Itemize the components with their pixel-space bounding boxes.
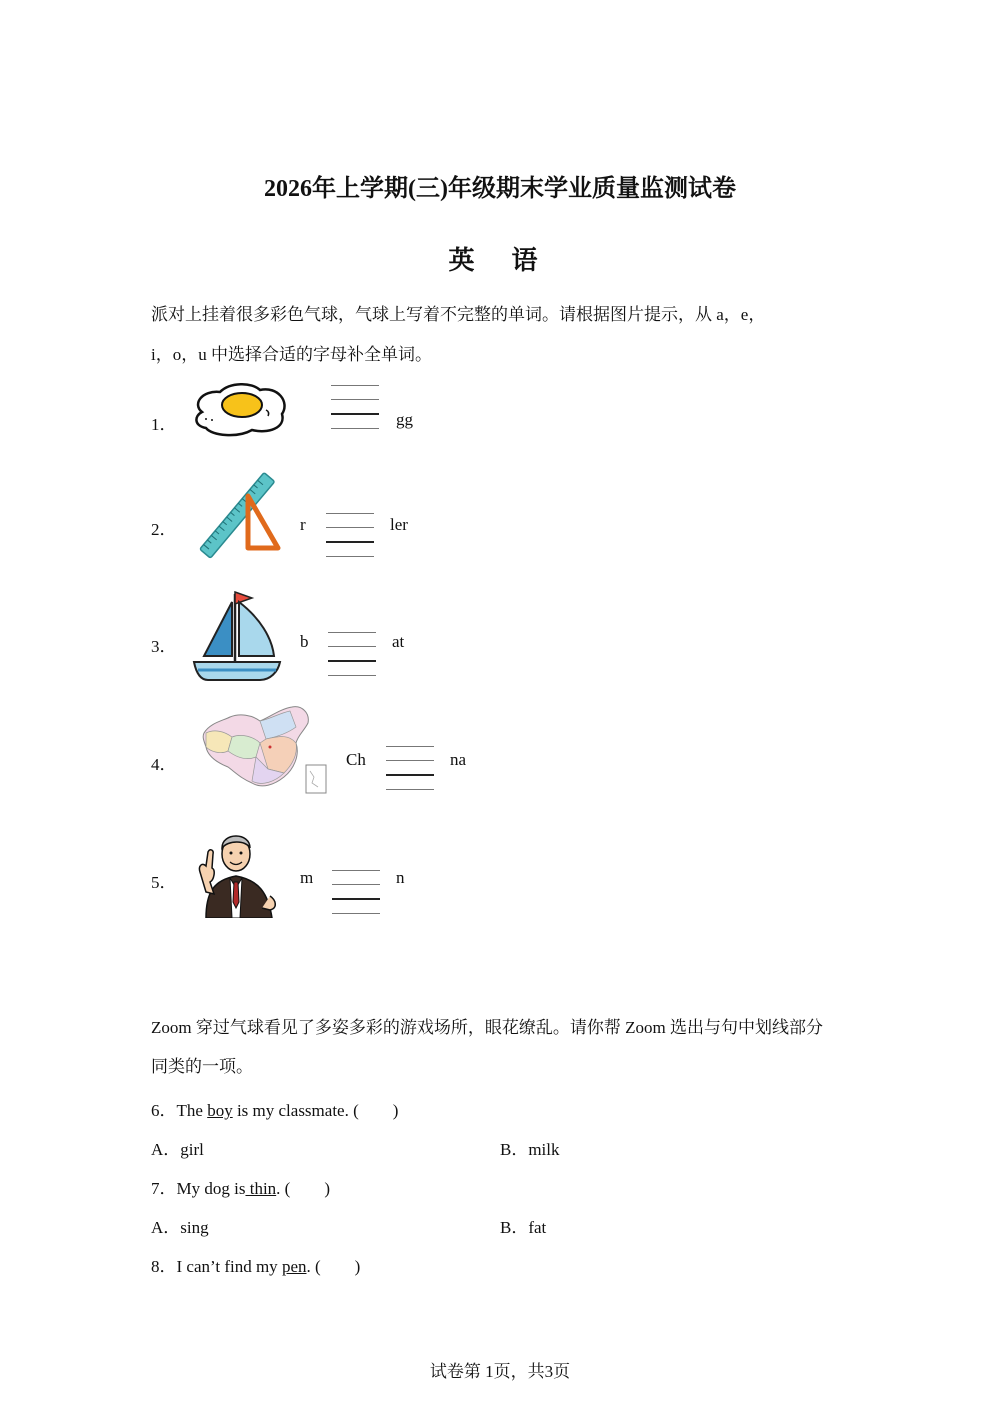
section1-instruction-line1: 派对上挂着很多彩色气球，气球上写着不完整的单词。请根据图片提示，从 a，e，	[151, 305, 766, 324]
china-map-icon	[200, 703, 330, 798]
word-prefix: b	[300, 632, 309, 651]
ruler-icon	[190, 470, 285, 562]
word-suffix: gg	[396, 410, 413, 429]
page-footer: 试卷第 1页，共3页	[429, 1362, 571, 1381]
question-number: 3．	[151, 637, 177, 656]
question-number: 7．	[151, 1179, 177, 1198]
question-text: My dog is	[176, 1179, 246, 1198]
word-suffix: ler	[390, 515, 408, 534]
underlined-word: boy	[207, 1101, 233, 1120]
man-icon	[192, 822, 284, 918]
question-number: 6．	[151, 1101, 177, 1120]
question-text: . ( )	[306, 1257, 361, 1276]
section2-instruction-line1: Zoom 穿过气球看见了多姿多彩的游戏场所，眼花缭乱。请你帮 Zoom 选出与句中划线部分	[151, 1018, 823, 1037]
question-8	[151, 1252, 360, 1277]
word-suffix: at	[392, 632, 405, 651]
question-6	[151, 1096, 398, 1121]
word-suffix: n	[396, 868, 405, 887]
section1-instruction-line2: i，o，u 中选择合适的字母补全单词。	[151, 345, 432, 364]
question-text: I can’t find my	[176, 1257, 282, 1276]
option-a[interactable]: A．sing	[151, 1218, 209, 1237]
question-text: The	[176, 1101, 208, 1120]
word-prefix: r	[300, 515, 306, 534]
sailboat-icon	[190, 588, 285, 683]
answer-blank[interactable]	[328, 632, 376, 680]
section2-instruction-line2: 同类的一项。	[151, 1057, 253, 1076]
fried-egg-icon	[190, 382, 290, 437]
answer-blank[interactable]	[386, 746, 434, 794]
option-a[interactable]: A．girl	[151, 1140, 204, 1159]
question-number: 8．	[151, 1257, 177, 1276]
underlined-word: pen	[281, 1257, 307, 1276]
word-prefix: m	[300, 868, 314, 887]
question-number: 5．	[151, 873, 177, 892]
answer-blank[interactable]	[332, 870, 380, 918]
question-7	[151, 1174, 330, 1199]
question-number: 4．	[151, 755, 177, 774]
subject-title: 英 语	[448, 246, 552, 276]
answer-blank[interactable]	[331, 385, 379, 433]
underlined-word: thin	[245, 1179, 277, 1198]
exam-title: 2026年上学期(三)年级期末学业质量监测试卷	[264, 176, 736, 202]
option-b[interactable]: B．fat	[500, 1218, 547, 1237]
word-prefix: Ch	[346, 750, 366, 769]
option-b[interactable]: B．milk	[500, 1140, 560, 1159]
word-suffix: na	[450, 750, 467, 769]
question-text: . ( )	[276, 1179, 330, 1198]
answer-blank[interactable]	[326, 513, 374, 561]
question-number: 1．	[151, 415, 177, 434]
question-number: 2．	[151, 520, 177, 539]
question-text: is my classmate. ( )	[232, 1101, 399, 1120]
